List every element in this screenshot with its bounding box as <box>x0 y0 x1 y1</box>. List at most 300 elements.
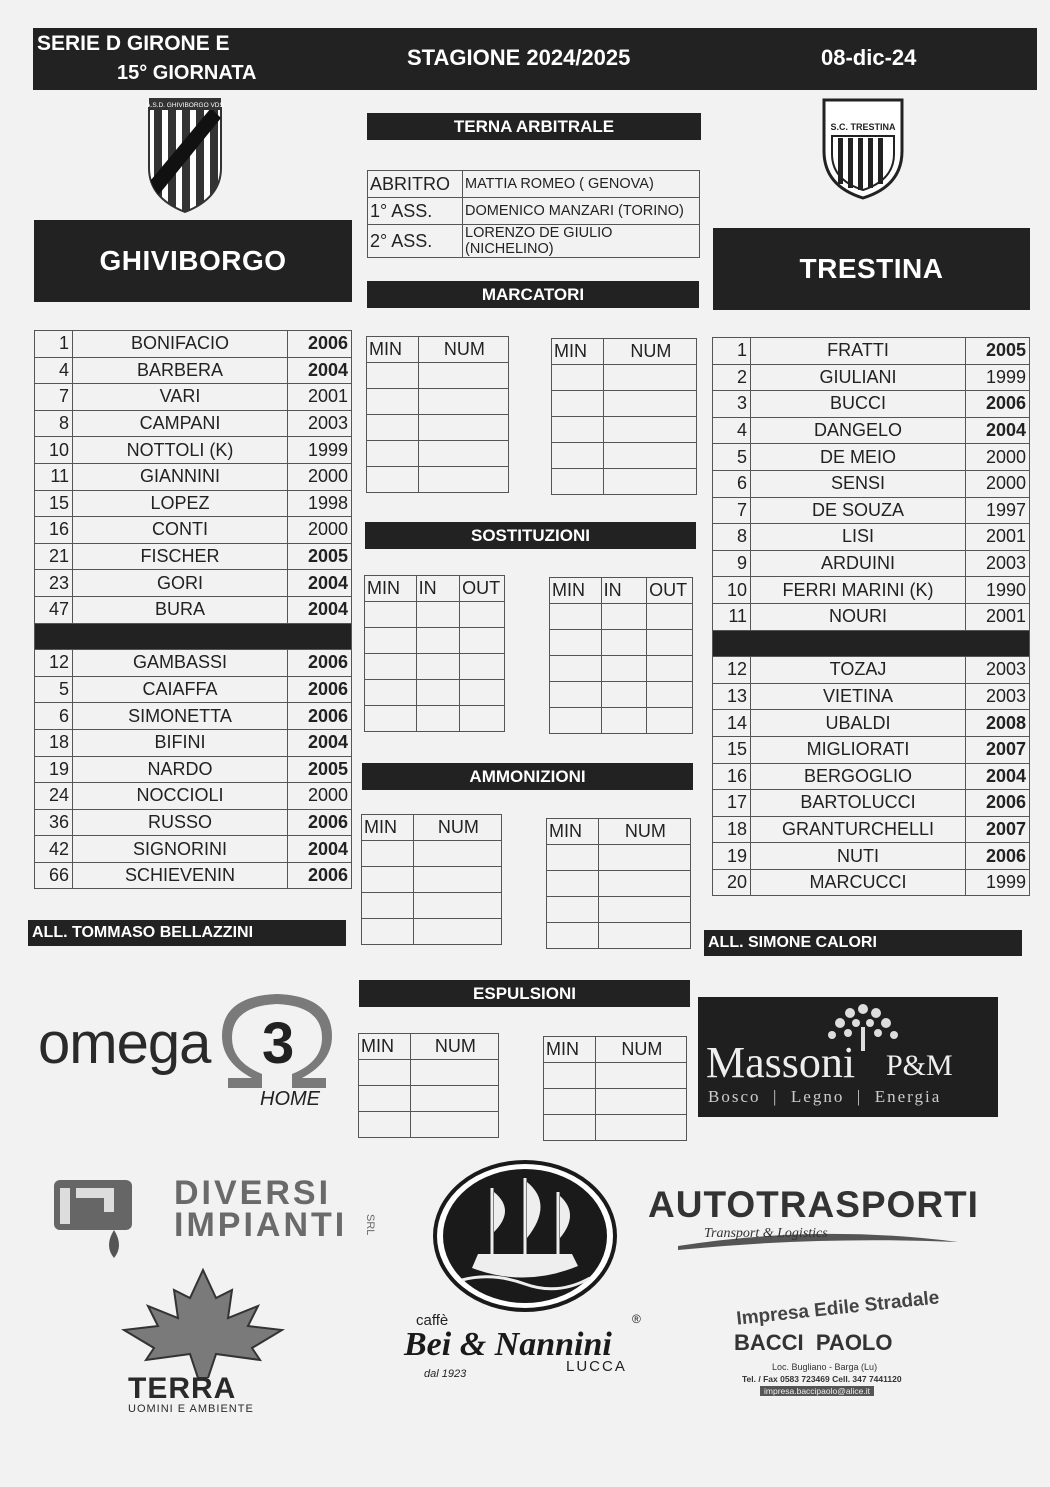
grid-header-out: OUT <box>460 576 505 602</box>
player-birth-year: 2006 <box>288 862 352 889</box>
grid-row <box>552 469 697 495</box>
player-number: 23 <box>35 570 73 597</box>
player-number: 24 <box>35 783 73 810</box>
grid-header-min: MIN <box>547 819 599 845</box>
player-row <box>35 650 352 677</box>
grid-cell[interactable] <box>647 682 693 708</box>
player-name: NARDO <box>73 756 288 783</box>
grid-row <box>362 919 502 945</box>
grid-header-min: MIN <box>367 337 419 363</box>
trestina-crest-text: S.C. TRESTINA <box>830 122 896 132</box>
grid-row <box>359 1086 499 1112</box>
player-row <box>713 790 1030 817</box>
grid-cell[interactable] <box>416 706 459 732</box>
grid-cell[interactable] <box>547 923 599 949</box>
grid-cell[interactable] <box>601 604 646 630</box>
bei-registered: ® <box>632 1312 641 1326</box>
terra-sub: UOMINI E AMBIENTE <box>128 1403 254 1415</box>
player-birth-year: 1997 <box>966 497 1030 524</box>
grid-cell[interactable] <box>416 680 459 706</box>
grid-header-min: MIN <box>359 1034 411 1060</box>
bacci-tel: Tel. / Fax 0583 723469 Cell. 347 7441120 <box>742 1374 902 1384</box>
bei-name: Bei & Nannini <box>404 1326 612 1363</box>
player-birth-year: 2000 <box>288 783 352 810</box>
grid-cell[interactable] <box>460 628 505 654</box>
player-row <box>35 543 352 570</box>
grid-cell[interactable] <box>359 1112 411 1138</box>
grid-cell[interactable] <box>598 871 690 897</box>
grid-header-min: MIN <box>365 576 417 602</box>
player-birth-year: 2006 <box>288 331 352 358</box>
grid-cell[interactable] <box>550 708 602 734</box>
player-number: 14 <box>713 710 751 737</box>
player-birth-year: 2004 <box>288 729 352 756</box>
player-name: LOPEZ <box>73 490 288 517</box>
player-row <box>713 843 1030 870</box>
grid-cell[interactable] <box>460 654 505 680</box>
player-number: 42 <box>35 836 73 863</box>
player-birth-year: 2006 <box>966 391 1030 418</box>
grid-cell[interactable] <box>595 1115 686 1141</box>
player-row <box>713 710 1030 737</box>
grid-cell[interactable] <box>418 363 508 389</box>
player-birth-year: 2003 <box>966 550 1030 577</box>
player-name: CAMPANI <box>73 410 288 437</box>
grid-header-num: NUM <box>595 1037 686 1063</box>
ghiviborgo-crest-icon <box>146 98 224 214</box>
bookings-away-grid <box>546 818 691 949</box>
sendoffs-title: ESPULSIONI <box>359 980 690 1007</box>
grid-cell[interactable] <box>544 1063 596 1089</box>
player-name: GIANNINI <box>73 463 288 490</box>
grid-cell[interactable] <box>647 604 693 630</box>
player-name: BARTOLUCCI <box>751 790 966 817</box>
autotrasporti-word: AUTOTRASPORTI <box>648 1184 979 1225</box>
grid-cell[interactable] <box>367 363 419 389</box>
grid-cell[interactable] <box>410 1086 498 1112</box>
grid-cell[interactable] <box>552 365 604 391</box>
home-coach: ALL. TOMMASO BELLAZZINI <box>28 920 346 946</box>
season-label: STAGIONE 2024/2025 <box>407 45 631 70</box>
referee-row <box>368 225 700 258</box>
grid-row <box>365 628 505 654</box>
player-name: SIGNORINI <box>73 836 288 863</box>
grid-cell[interactable] <box>550 682 602 708</box>
player-number: 12 <box>713 657 751 684</box>
grid-cell[interactable] <box>413 893 501 919</box>
grid-cell[interactable] <box>547 897 599 923</box>
grid-cell[interactable] <box>552 443 604 469</box>
player-row <box>35 437 352 464</box>
grid-row <box>365 602 505 628</box>
grid-cell[interactable] <box>362 919 414 945</box>
player-name: NUTI <box>751 843 966 870</box>
player-row <box>35 331 352 358</box>
grid-cell[interactable] <box>410 1112 498 1138</box>
grid-cell[interactable] <box>367 441 419 467</box>
referee-row <box>368 171 700 198</box>
grid-row <box>544 1089 687 1115</box>
ghiviborgo-crest-text: A.S.D. GHIVIBORGO VDS <box>146 102 224 109</box>
grid-row <box>544 1115 687 1141</box>
grid-cell[interactable] <box>362 867 414 893</box>
player-birth-year: 2006 <box>288 676 352 703</box>
player-row <box>713 657 1030 684</box>
player-birth-year: 2006 <box>288 650 352 677</box>
grid-cell[interactable] <box>598 845 690 871</box>
grid-cell[interactable] <box>647 656 693 682</box>
grid-header-in: IN <box>601 578 646 604</box>
bacci-top: Impresa Edile Stradale <box>735 1287 941 1330</box>
player-row <box>35 756 352 783</box>
grid-cell[interactable] <box>603 417 696 443</box>
player-number: 18 <box>35 729 73 756</box>
player-number: 3 <box>713 391 751 418</box>
grid-header-num: NUM <box>598 819 690 845</box>
player-birth-year: 1999 <box>966 364 1030 391</box>
player-number: 1 <box>713 338 751 365</box>
autotrasporti-sub: Transport & Logistics <box>704 1226 828 1241</box>
grid-cell[interactable] <box>418 415 508 441</box>
player-name: MARCUCCI <box>751 869 966 896</box>
player-number: 10 <box>35 437 73 464</box>
player-name: TOZAJ <box>751 657 966 684</box>
grid-cell[interactable] <box>418 441 508 467</box>
grid-cell[interactable] <box>410 1060 498 1086</box>
player-row <box>713 391 1030 418</box>
grid-cell[interactable] <box>416 628 459 654</box>
grid-header-num: NUM <box>413 815 501 841</box>
player-name: VIETINA <box>751 683 966 710</box>
player-number: 11 <box>713 603 751 630</box>
player-birth-year: 2006 <box>288 703 352 730</box>
grid-cell[interactable] <box>550 604 602 630</box>
referee-role: ABRITRO <box>368 171 463 198</box>
grid-cell[interactable] <box>367 389 419 415</box>
grid-row <box>552 417 697 443</box>
grid-header-num: NUM <box>418 337 508 363</box>
player-birth-year: 1999 <box>966 869 1030 896</box>
grid-row <box>547 923 691 949</box>
player-number: 7 <box>713 497 751 524</box>
player-number: 12 <box>35 650 73 677</box>
grid-cell[interactable] <box>601 682 646 708</box>
grid-cell[interactable] <box>550 656 602 682</box>
player-name: BURA <box>73 596 288 623</box>
home-roster-table <box>34 330 352 889</box>
player-birth-year: 2006 <box>966 790 1030 817</box>
grid-row <box>359 1060 499 1086</box>
player-name: SCHIEVENIN <box>73 862 288 889</box>
player-birth-year: 2000 <box>966 444 1030 471</box>
grid-cell[interactable] <box>418 389 508 415</box>
player-birth-year: 2003 <box>966 683 1030 710</box>
scorers-home-grid <box>366 336 509 493</box>
player-birth-year: 2004 <box>966 763 1030 790</box>
player-birth-year: 2004 <box>288 570 352 597</box>
grid-row <box>547 845 691 871</box>
grid-cell[interactable] <box>544 1115 596 1141</box>
player-number: 47 <box>35 596 73 623</box>
player-number: 18 <box>713 816 751 843</box>
grid-cell[interactable] <box>647 630 693 656</box>
player-birth-year: 2000 <box>288 463 352 490</box>
player-row <box>35 862 352 889</box>
grid-cell[interactable] <box>367 467 419 493</box>
grid-cell[interactable] <box>460 706 505 732</box>
grid-row <box>367 467 509 493</box>
trestina-crest-icon <box>818 96 908 200</box>
player-birth-year: 2008 <box>966 710 1030 737</box>
player-row <box>713 524 1030 551</box>
player-name: BARBERA <box>73 357 288 384</box>
player-birth-year: 2001 <box>966 603 1030 630</box>
grid-cell[interactable] <box>359 1086 411 1112</box>
away-team-name: TRESTINA <box>713 228 1030 310</box>
player-row <box>35 517 352 544</box>
grid-cell[interactable] <box>598 923 690 949</box>
league-line1: SERIE D GIRONE E <box>37 32 230 55</box>
player-birth-year: 2005 <box>288 543 352 570</box>
bench-separator <box>35 623 352 650</box>
header-bar <box>33 28 1037 90</box>
player-name: CAIAFFA <box>73 676 288 703</box>
grid-header-num: NUM <box>410 1034 498 1060</box>
bei-caffe: caffè <box>416 1312 449 1329</box>
player-row <box>35 729 352 756</box>
omega3-digit: 3 <box>262 1011 295 1076</box>
player-row <box>35 410 352 437</box>
grid-cell[interactable] <box>595 1089 686 1115</box>
player-name: SENSI <box>751 470 966 497</box>
player-name: BERGOGLIO <box>751 763 966 790</box>
player-row <box>35 809 352 836</box>
grid-cell[interactable] <box>601 708 646 734</box>
substitutions-title: SOSTITUZIONI <box>365 522 696 549</box>
player-row <box>713 763 1030 790</box>
grid-cell[interactable] <box>460 680 505 706</box>
bei-lucca: LUCCA <box>566 1358 627 1375</box>
grid-cell[interactable] <box>601 630 646 656</box>
referee-row <box>368 198 700 225</box>
grid-row <box>544 1063 687 1089</box>
grid-row <box>550 604 693 630</box>
massoni-name: Massoni <box>706 1038 856 1087</box>
grid-row <box>550 630 693 656</box>
away-coach: ALL. SIMONE CALORI <box>704 930 1022 956</box>
player-number: 4 <box>35 357 73 384</box>
player-row <box>35 463 352 490</box>
omega3-word: omega <box>38 1011 211 1076</box>
player-birth-year: 2000 <box>288 517 352 544</box>
grid-header-num: NUM <box>603 339 696 365</box>
grid-cell[interactable] <box>418 467 508 493</box>
player-row <box>35 357 352 384</box>
grid-cell[interactable] <box>365 654 417 680</box>
player-name: GORI <box>73 570 288 597</box>
grid-cell[interactable] <box>413 867 501 893</box>
player-birth-year: 2000 <box>966 470 1030 497</box>
player-name: GRANTURCHELLI <box>751 816 966 843</box>
grid-cell[interactable] <box>603 365 696 391</box>
player-number: 20 <box>713 869 751 896</box>
player-row <box>713 444 1030 471</box>
player-row <box>35 783 352 810</box>
grid-row <box>547 871 691 897</box>
player-number: 5 <box>35 676 73 703</box>
referees-table <box>367 170 700 258</box>
grid-cell[interactable] <box>365 680 417 706</box>
player-number: 16 <box>35 517 73 544</box>
player-name: VARI <box>73 384 288 411</box>
player-number: 7 <box>35 384 73 411</box>
grid-cell[interactable] <box>365 628 417 654</box>
grid-row <box>365 654 505 680</box>
grid-cell[interactable] <box>552 391 604 417</box>
player-number: 13 <box>713 683 751 710</box>
player-number: 15 <box>713 736 751 763</box>
grid-cell[interactable] <box>367 415 419 441</box>
substitutions-home-grid <box>364 575 505 732</box>
referee-name: DOMENICO MANZARI (TORINO) <box>463 198 700 225</box>
player-row <box>35 703 352 730</box>
bei-dal: dal 1923 <box>424 1368 467 1380</box>
grid-row <box>359 1112 499 1138</box>
player-row <box>713 470 1030 497</box>
player-birth-year: 2005 <box>288 756 352 783</box>
grid-header-in: IN <box>416 576 459 602</box>
grid-cell[interactable] <box>416 602 459 628</box>
player-birth-year: 1990 <box>966 577 1030 604</box>
player-name: MIGLIORATI <box>751 736 966 763</box>
player-birth-year: 2006 <box>966 843 1030 870</box>
player-birth-year: 2003 <box>288 410 352 437</box>
grid-row <box>367 389 509 415</box>
grid-cell[interactable] <box>550 630 602 656</box>
grid-header-out: OUT <box>647 578 693 604</box>
grid-row <box>367 415 509 441</box>
grid-cell[interactable] <box>362 893 414 919</box>
player-row <box>713 577 1030 604</box>
grid-row <box>365 706 505 732</box>
ship-emblem-icon <box>432 1158 618 1314</box>
player-number: 2 <box>713 364 751 391</box>
player-number: 8 <box>713 524 751 551</box>
grid-cell[interactable] <box>603 469 696 495</box>
grid-row <box>365 680 505 706</box>
player-number: 16 <box>713 763 751 790</box>
grid-cell[interactable] <box>552 469 604 495</box>
player-number: 19 <box>713 843 751 870</box>
player-row <box>713 497 1030 524</box>
grid-cell[interactable] <box>547 845 599 871</box>
grid-row <box>547 897 691 923</box>
player-number: 4 <box>713 417 751 444</box>
grid-cell[interactable] <box>647 708 693 734</box>
massoni-sponsor-logo <box>698 997 998 1117</box>
player-birth-year: 2001 <box>288 384 352 411</box>
player-number: 1 <box>35 331 73 358</box>
referee-role: 2° ASS. <box>368 225 463 258</box>
away-roster-table <box>712 337 1030 896</box>
grid-row <box>552 365 697 391</box>
player-row <box>713 683 1030 710</box>
grid-cell[interactable] <box>598 897 690 923</box>
grid-row <box>550 708 693 734</box>
grid-cell[interactable] <box>460 602 505 628</box>
grid-row <box>550 656 693 682</box>
player-name: NOURI <box>751 603 966 630</box>
terra-sponsor-logo <box>118 1268 288 1418</box>
grid-cell[interactable] <box>603 391 696 417</box>
grid-cell[interactable] <box>359 1060 411 1086</box>
grid-row <box>362 841 502 867</box>
player-birth-year: 2004 <box>966 417 1030 444</box>
grid-cell[interactable] <box>413 919 501 945</box>
player-name: GAMBASSI <box>73 650 288 677</box>
grid-cell[interactable] <box>413 841 501 867</box>
player-row <box>713 736 1030 763</box>
bacci-paolo-sponsor-logo <box>730 1287 941 1400</box>
player-birth-year: 2001 <box>966 524 1030 551</box>
player-name: FERRI MARINI (K) <box>751 577 966 604</box>
match-date: 08-dic-24 <box>821 45 917 70</box>
grid-cell[interactable] <box>416 654 459 680</box>
bacci-mail: impresa.baccipaolo@alice.it <box>760 1386 874 1396</box>
player-name: DE SOUZA <box>751 497 966 524</box>
bookings-title: AMMONIZIONI <box>362 763 693 790</box>
player-birth-year: 2004 <box>288 357 352 384</box>
player-row <box>35 676 352 703</box>
player-birth-year: 2006 <box>288 809 352 836</box>
sendoffs-home-grid <box>358 1033 499 1138</box>
player-row <box>713 338 1030 365</box>
massoni-pm: P&M <box>886 1049 953 1082</box>
grid-cell[interactable] <box>603 443 696 469</box>
terra-word: TERRA <box>128 1372 237 1405</box>
maple-leaf-icon <box>120 1268 286 1378</box>
player-number: 6 <box>713 470 751 497</box>
player-number: 21 <box>35 543 73 570</box>
grid-cell[interactable] <box>362 841 414 867</box>
player-birth-year: 2004 <box>288 836 352 863</box>
grid-cell[interactable] <box>552 417 604 443</box>
player-row <box>713 364 1030 391</box>
player-name: FRATTI <box>751 338 966 365</box>
player-name: FISCHER <box>73 543 288 570</box>
grid-cell[interactable] <box>547 871 599 897</box>
home-team-name: GHIVIBORGO <box>34 220 352 302</box>
player-row <box>713 417 1030 444</box>
bacci-name: BACCI PAOLO <box>734 1330 893 1355</box>
player-name: DANGELO <box>751 417 966 444</box>
impianti-word: IMPIANTI <box>174 1206 348 1244</box>
player-row <box>713 603 1030 630</box>
player-birth-year: 2005 <box>966 338 1030 365</box>
grid-cell[interactable] <box>544 1089 596 1115</box>
player-birth-year: 1998 <box>288 490 352 517</box>
grid-header-min: MIN <box>550 578 602 604</box>
grid-cell[interactable] <box>365 706 417 732</box>
player-row <box>35 384 352 411</box>
bei-nannini-sponsor-logo <box>404 1312 648 1384</box>
grid-cell[interactable] <box>601 656 646 682</box>
grid-cell[interactable] <box>365 602 417 628</box>
faucet-icon <box>52 1176 136 1262</box>
player-name: NOCCIOLI <box>73 783 288 810</box>
grid-cell[interactable] <box>595 1063 686 1089</box>
grid-header-min: MIN <box>544 1037 596 1063</box>
